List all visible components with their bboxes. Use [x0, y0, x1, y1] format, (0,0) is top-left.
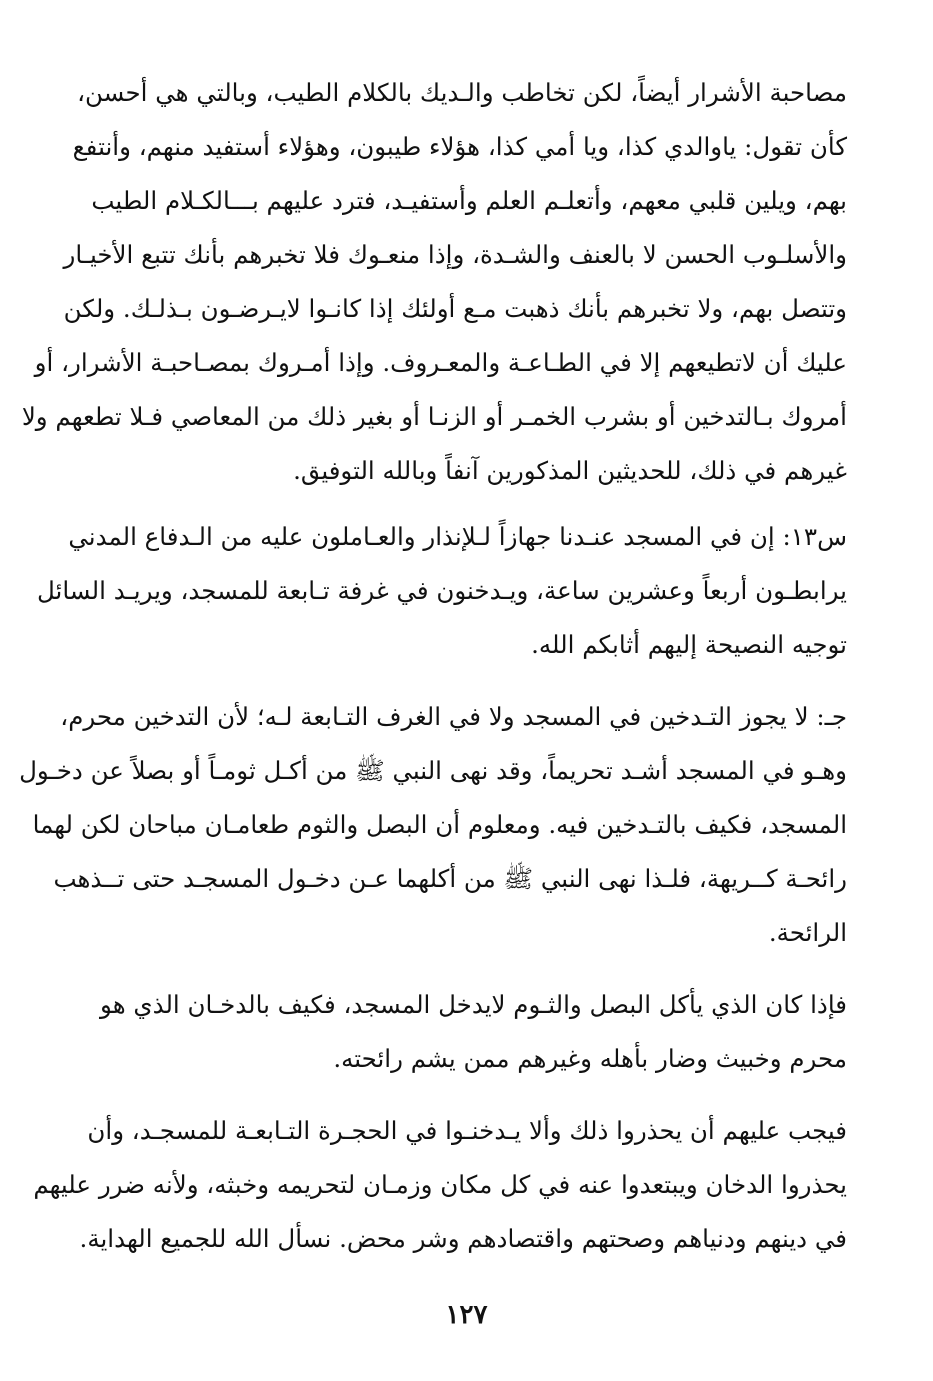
- text-line: مصاحبة الأشرار أيضاً، لكن تخاطب والـديك بالكلام الطيب، وبالتي هي أحسن،: [77, 78, 847, 107]
- text-line: فإذا كان الذي يأكل البصل والثـوم لايدخل المسجد، فكيف بالدخـان الذي هو: [100, 990, 847, 1019]
- text-line: محرم وخبيث وضار بأهله وغيرهم ممن يشم رائحته.: [333, 1044, 847, 1073]
- text-line: يرابطـون أربعاً وعشرين ساعة، ويـدخنون في غرفة تـابعة للمسجد، ويريـد السائل: [36, 576, 847, 605]
- text-line: المسجد، فكيف بالتـدخين فيه. ومعلوم أن البصل والثوم طعامـان مباحان لكن لهما: [32, 810, 847, 839]
- paragraph-conclusion: [33, 1104, 847, 1266]
- paragraph-answer: [19, 690, 847, 960]
- paragraph-spacer: [106, 960, 847, 978]
- text-line: غيرهم في ذلك، للحديثين المذكورين آنفاً وبالله التوفيق.: [293, 456, 847, 485]
- paragraph-parents-advice: [21, 66, 847, 498]
- text-line: الرائحة.: [768, 918, 847, 947]
- text-line: رائحـة كــريهة، فلـذا نهى النبي ﷺ من أكلهما عـن دخـول المسجـد حتى تــذهب: [53, 864, 847, 893]
- text-line: فيجب عليهم أن يحذروا ذلك وألا يـدخنـوا في الحجـرة التـابعـة للمسجـد، وأن: [87, 1116, 847, 1145]
- paragraph-spacer: [106, 672, 847, 690]
- text-line: س١٣: إن في المسجد عنـدنا جهازاً لـلإنذار والعـاملون عليه من الـدفاع المدني: [68, 522, 847, 551]
- page-number: ١٢٧: [445, 1300, 488, 1330]
- text-line: عليك أن لاتطيعهم إلا في الطـاعـة والمعـروف. وإذا أمـروك بمصـاحبـة الأشرار، أو: [34, 348, 847, 377]
- text-line: بهم، ويلين قلبي معهم، وأتعلـم العلم وأستفيـد، فترد عليهم بـــالكـلام الطيب: [91, 186, 847, 215]
- paragraph-question-13: [36, 510, 847, 672]
- text-line: جـ: لا يجوز التـدخين في المسجد ولا في الغرف التـابعة لـه؛ لأن التدخين محرم،: [60, 702, 847, 731]
- text-line: أمروك بـالتدخين أو بشرب الخمـر أو الزنـا أو بغير ذلك من المعاصي فـلا تطعهم ولا: [21, 402, 847, 431]
- text-line: يحذروا الدخان ويبتعدوا عنه في كل مكان وزمـان لتحريمه وخبثه، ولأنه ضرر عليهم: [33, 1170, 847, 1199]
- text-line: كأن تقول: ياوالدي كذا، ويا أمي كذا، هؤلاء طيبون، وهؤلاء أستفيد منهم، وأنتفع: [72, 132, 847, 161]
- text-line: في دينهم ودنياهم وصحتهم واقتصادهم وشر محض. نسأل الله للجميع الهداية.: [79, 1224, 847, 1253]
- text-line: توجيه النصيحة إليهم أثابكم الله.: [531, 630, 847, 659]
- paragraph-onion-garlic: [100, 978, 847, 1086]
- paragraph-spacer: [106, 1086, 847, 1104]
- text-line: وتتصل بهم، ولا تخبرهم بأنك ذهبت مـع أولئك إذا كانـوا لايـرضـون بـذلـك. ولكن: [63, 294, 847, 323]
- text-line: والأسلـوب الحسن لا بالعنف والشـدة، وإذا منعـوك فلا تخبرهم بأنك تتبع الأخيـار: [63, 240, 847, 269]
- text-line: وهـو في المسجد أشـد تحريماً، وقد نهى النبي ﷺ من أكـل ثومـاً أو بصلاً عن دخـول: [19, 756, 847, 785]
- paragraph-spacer: [106, 498, 847, 510]
